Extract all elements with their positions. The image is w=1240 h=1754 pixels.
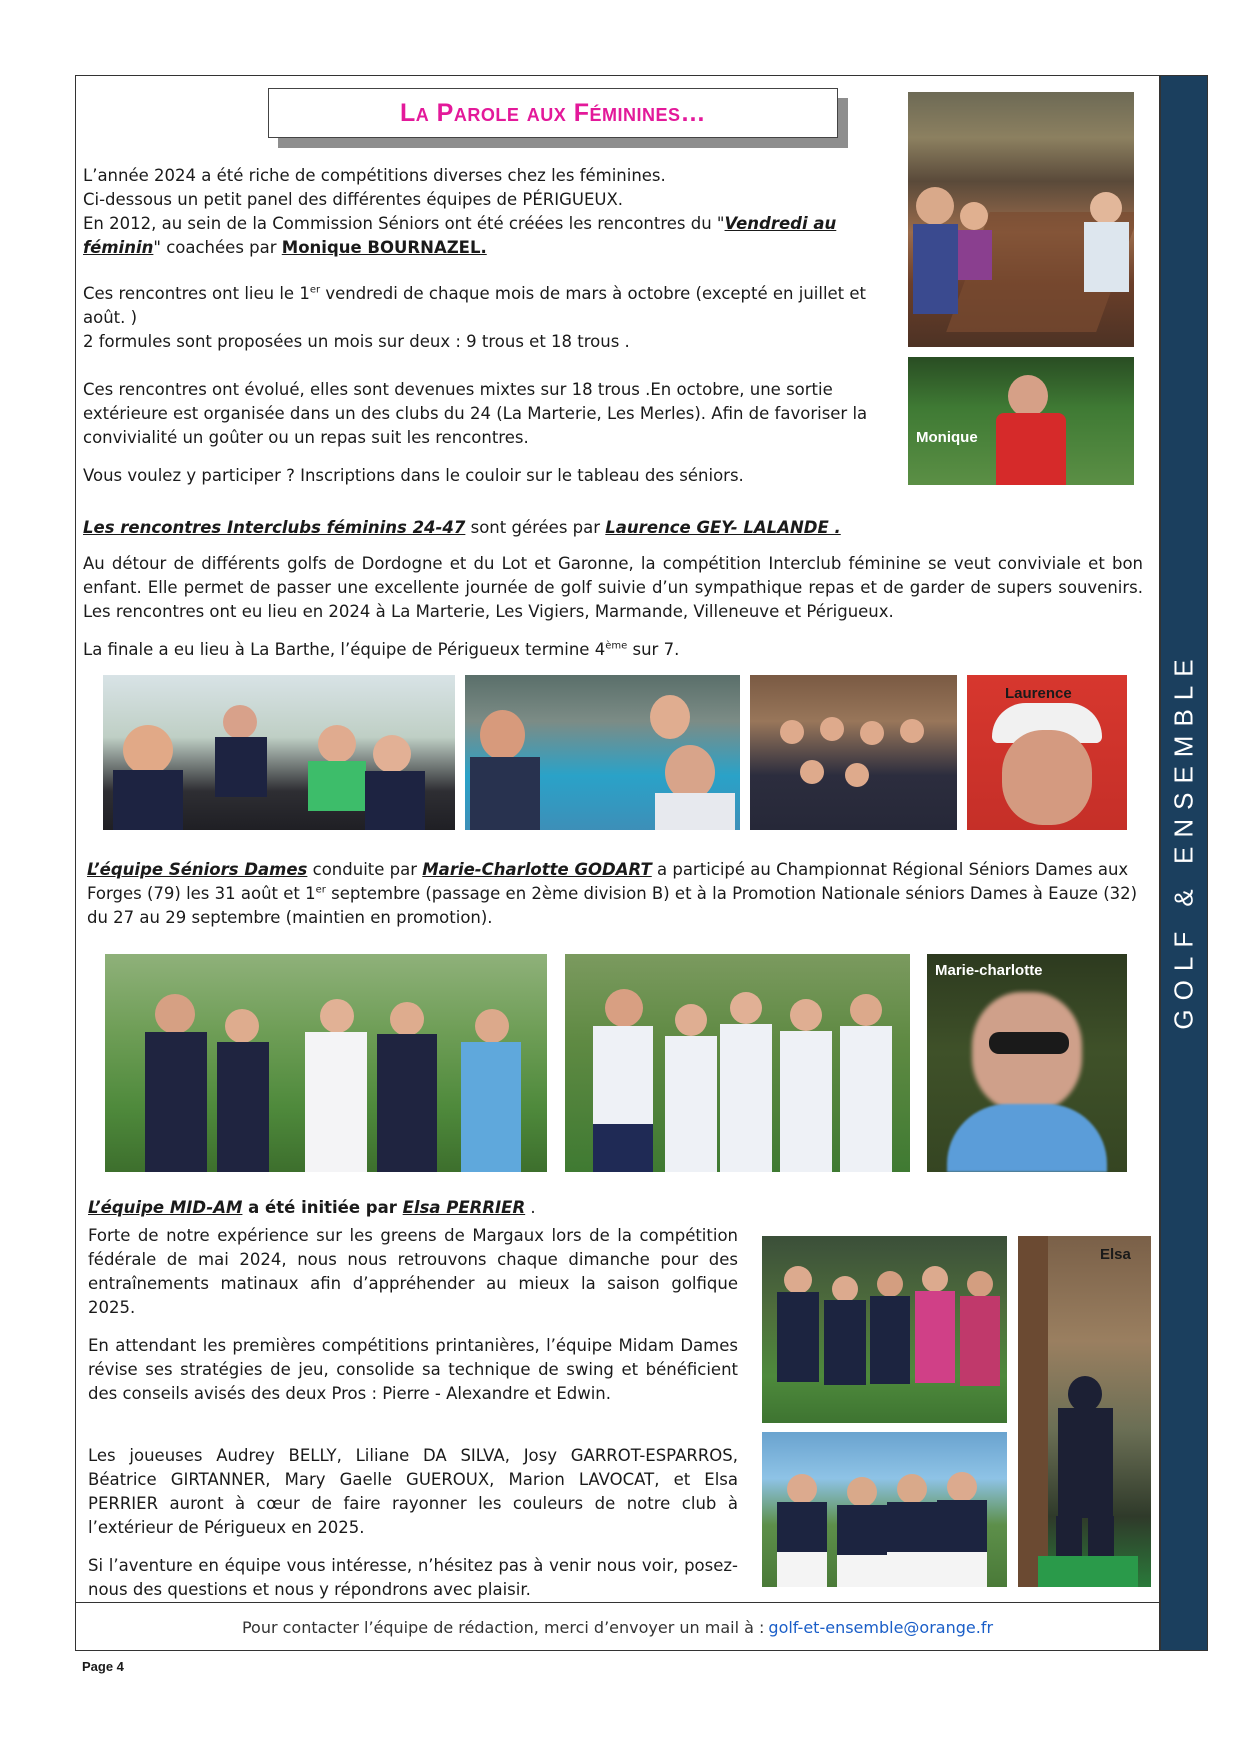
intro-paragraph-3: En 2012, au sein de la Commission Séniors ont été créées les rencontres du "Vendredi au féminin" coachées par Monique BOURNAZEL.	[83, 214, 837, 257]
laurence-name: Laurence GEY- LALANDE .	[605, 518, 841, 537]
photo-midam-group-1	[762, 1236, 1007, 1423]
midam-heading: L’équipe MID-AM a été initiée par Elsa PERRIER .	[88, 1198, 536, 1217]
page-number: Page 4	[82, 1659, 124, 1674]
title-box	[268, 88, 838, 138]
seniors-paragraph: L’équipe Séniors Dames conduite par Marie-Charlotte GODART a participé au Championnat Régional Séniors Dames aux Forges (79) les 31 août et 1er septembre (passage en 2ème division B) et à la Promotion Nationale séniors Dames à Eauze (32) du 27 au 29 septembre (maintien en promotion).	[87, 860, 1138, 927]
page-title: La Parole aux Féminines…	[399, 98, 707, 127]
photo-seniors-team-2	[565, 954, 910, 1172]
midam-link[interactable]: L’équipe MID-AM	[88, 1198, 243, 1217]
marie-charlotte-name: Marie-Charlotte GODART	[422, 860, 652, 879]
photo-monique	[908, 357, 1134, 485]
intro-paragraph-5: 2 formules sont proposées un mois sur deux : 9 trous et 18 trous .	[83, 332, 630, 351]
marie-charlotte-label: Marie-charlotte	[935, 962, 1043, 979]
vendredi-au-feminin-link[interactable]: Vendredi au féminin	[83, 214, 837, 257]
photo-seniors-team-1	[105, 954, 547, 1172]
midam-paragraph-3: Les joueuses Audrey BELLY, Liliane DA SILVA, Josy GARROT-ESPARROS, Béatrice GIRTANNER, Mary Gaelle GUEROUX, Marion LAVOCAT, et Elsa PERRIER auront à cœur de faire rayonner les couleurs de notre club à l’extérieur de Périgueux en 2025.	[88, 1446, 738, 1537]
elsa-label: Elsa	[1100, 1246, 1131, 1263]
interclubs-paragraph-2: La finale a eu lieu à La Barthe, l’équipe de Périgueux termine 4ème sur 7.	[83, 640, 680, 659]
intro-paragraph-7: Vous voulez y participer ? Inscriptions dans le couloir sur le tableau des séniors.	[83, 466, 744, 485]
elsa-name: Elsa PERRIER	[402, 1198, 526, 1217]
photo-vendredi-table	[908, 92, 1134, 347]
sidebar-label: GOLF & ENSEMBLE	[1168, 650, 1199, 1030]
seniors-dames-link[interactable]: L’équipe Séniors Dames	[87, 860, 308, 879]
interclubs-link[interactable]: Les rencontres Interclubs féminins 24-47	[83, 518, 466, 537]
photo-interclubs-group	[103, 675, 455, 830]
photo-marie-charlotte	[927, 954, 1127, 1172]
footer-text: Pour contacter l’équipe de rédaction, merci d’envoyer un mail à :	[241, 1618, 765, 1637]
laurence-label: Laurence	[1005, 685, 1072, 702]
monique-label: Monique	[916, 429, 978, 446]
footer	[75, 1602, 1160, 1652]
intro-paragraph-1: L’année 2024 a été riche de compétitions diverses chez les féminines.	[83, 166, 666, 185]
midam-paragraph-4: Si l’aventure en équipe vous intéresse, n’hésitez pas à venir nous voir, posez-nous des questions et nous y répondrons avec plaisir.	[88, 1556, 738, 1599]
photo-laurence	[967, 675, 1127, 830]
photo-interclubs-meal	[465, 675, 740, 830]
midam-paragraph-1: Forte de notre expérience sur les greens de Margaux lors de la compétition fédérale de mai 2024, nous nous retrouvons chaque dimanche pour des entraînements matinaux afin d’appréhender au mieux la saison golfique 2025.	[88, 1226, 738, 1317]
photo-interclubs-team	[750, 675, 957, 830]
photo-elsa	[1018, 1236, 1151, 1587]
monique-name: Monique BOURNAZEL.	[281, 238, 487, 257]
interclubs-heading: Les rencontres Interclubs féminins 24-47 sont gérées par Laurence GEY- LALANDE .	[83, 518, 841, 537]
interclubs-paragraph-1: Au détour de différents golfs de Dordogne et du Lot et Garonne, la compétition Interclub féminine se veut conviviale et bon enfant. Elle permet de passer une excellente journée de golf suivie d’un sympathique repas et de garder de supers souvenirs. Les rencontres ont eu lieu en 2024 à La Marterie, Les Vigiers, Marmande, Villeneuve et Périgueux.	[83, 554, 1143, 621]
intro-paragraph-6: Ces rencontres ont évolué, elles sont devenues mixtes sur 18 trous .En octobre, une sortie extérieure est organisée dans un des clubs du 24 (La Marterie, Les Merles). Afin de favoriser la convivialité un goûter ou un repas suit les rencontres.	[83, 380, 868, 447]
intro-paragraph-2: Ci-dessous un petit panel des différentes équipes de PÉRIGUEUX.	[83, 190, 624, 209]
midam-paragraph-2: En attendant les premières compétitions printanières, l’équipe Midam Dames révise ses stratégies de jeu, consolide sa technique de swing et bénéficient des conseils avisés des deux Pros : Pierre - Alexandre et Edwin.	[88, 1336, 738, 1403]
intro-paragraph-4: Ces rencontres ont lieu le 1er vendredi de chaque mois de mars à octobre (excepté en juillet et août. )	[83, 284, 867, 327]
footer-email-link[interactable]: golf-et-ensemble@orange.fr	[768, 1618, 994, 1637]
photo-midam-group-2	[762, 1432, 1007, 1587]
